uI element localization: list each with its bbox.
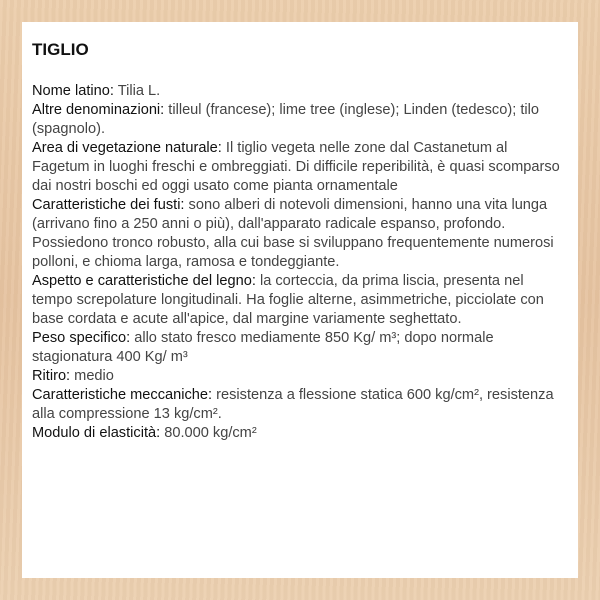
- entry-caratteristiche-fusti: [32, 196, 568, 272]
- entry-text: resistenza a flessione statica 600 kg/cm², resistenza alla compressione 13 kg/cm².: [32, 387, 554, 422]
- entry-label: Modulo di elasticità:: [32, 425, 161, 441]
- entry-nome-latino: [32, 82, 568, 101]
- entry-text: 80.000 kg/cm²: [160, 425, 257, 441]
- entry-area-vegetazione: [32, 139, 568, 196]
- entry-label: Peso specifico:: [32, 330, 131, 346]
- entry-text: tilleul (francese); lime tree (inglese); Linden (tedesco); tilo (spagnolo).: [32, 102, 539, 137]
- entry-text: sono alberi di notevoli dimensioni, hanno una vita lunga (arrivano fino a 250 anni o più), dall'apparato radicale espanso, profondo. Possiedono tronco robusto, alla cui base si sviluppano frequentemente numerosi polloni, e chioma larga, ramosa e tondeggiante.: [32, 197, 554, 270]
- entry-text: la corteccia, da prima liscia, presenta nel tempo screpolature longitudinali. Ha foglie alterne, asimmetriche, picciolate con base cordata e acute all'apice, dal margine variamente seghettato.: [32, 273, 544, 327]
- entry-peso-specifico: [32, 329, 568, 367]
- entry-label: Caratteristiche meccaniche:: [32, 387, 213, 403]
- entry-ritiro: [32, 367, 568, 386]
- entry-label: Caratteristiche dei fusti:: [32, 197, 185, 213]
- entry-list: [32, 82, 568, 443]
- entry-altre-denominazioni: [32, 101, 568, 139]
- entry-label: Aspetto e caratteristiche del legno:: [32, 273, 256, 289]
- entry-label: Altre denominazioni:: [32, 102, 165, 118]
- entry-caratteristiche-meccaniche: [32, 386, 568, 424]
- entry-text: Il tiglio vegeta nelle zone dal Castanetum al Fagetum in luoghi freschi e ombreggiati. Di difficile reperibilità, è quasi scomparso dai nostri boschi ed oggi usato come pianta ornamentale: [32, 140, 560, 194]
- entry-text: medio: [70, 368, 114, 384]
- entry-label: Nome latino:: [32, 83, 114, 99]
- entry-label: Area di vegetazione naturale:: [32, 140, 222, 156]
- entry-label: Ritiro:: [32, 368, 71, 384]
- entry-text: Tilia L.: [113, 83, 161, 99]
- entry-text: allo stato fresco mediamente 850 Kg/ m³; dopo normale stagionatura 400 Kg/ m³: [32, 330, 494, 365]
- entry-aspetto-legno: [32, 272, 568, 329]
- info-card: [22, 22, 578, 578]
- page-title: TIGLIO: [32, 40, 89, 59]
- entry-modulo-elasticita: [32, 424, 568, 443]
